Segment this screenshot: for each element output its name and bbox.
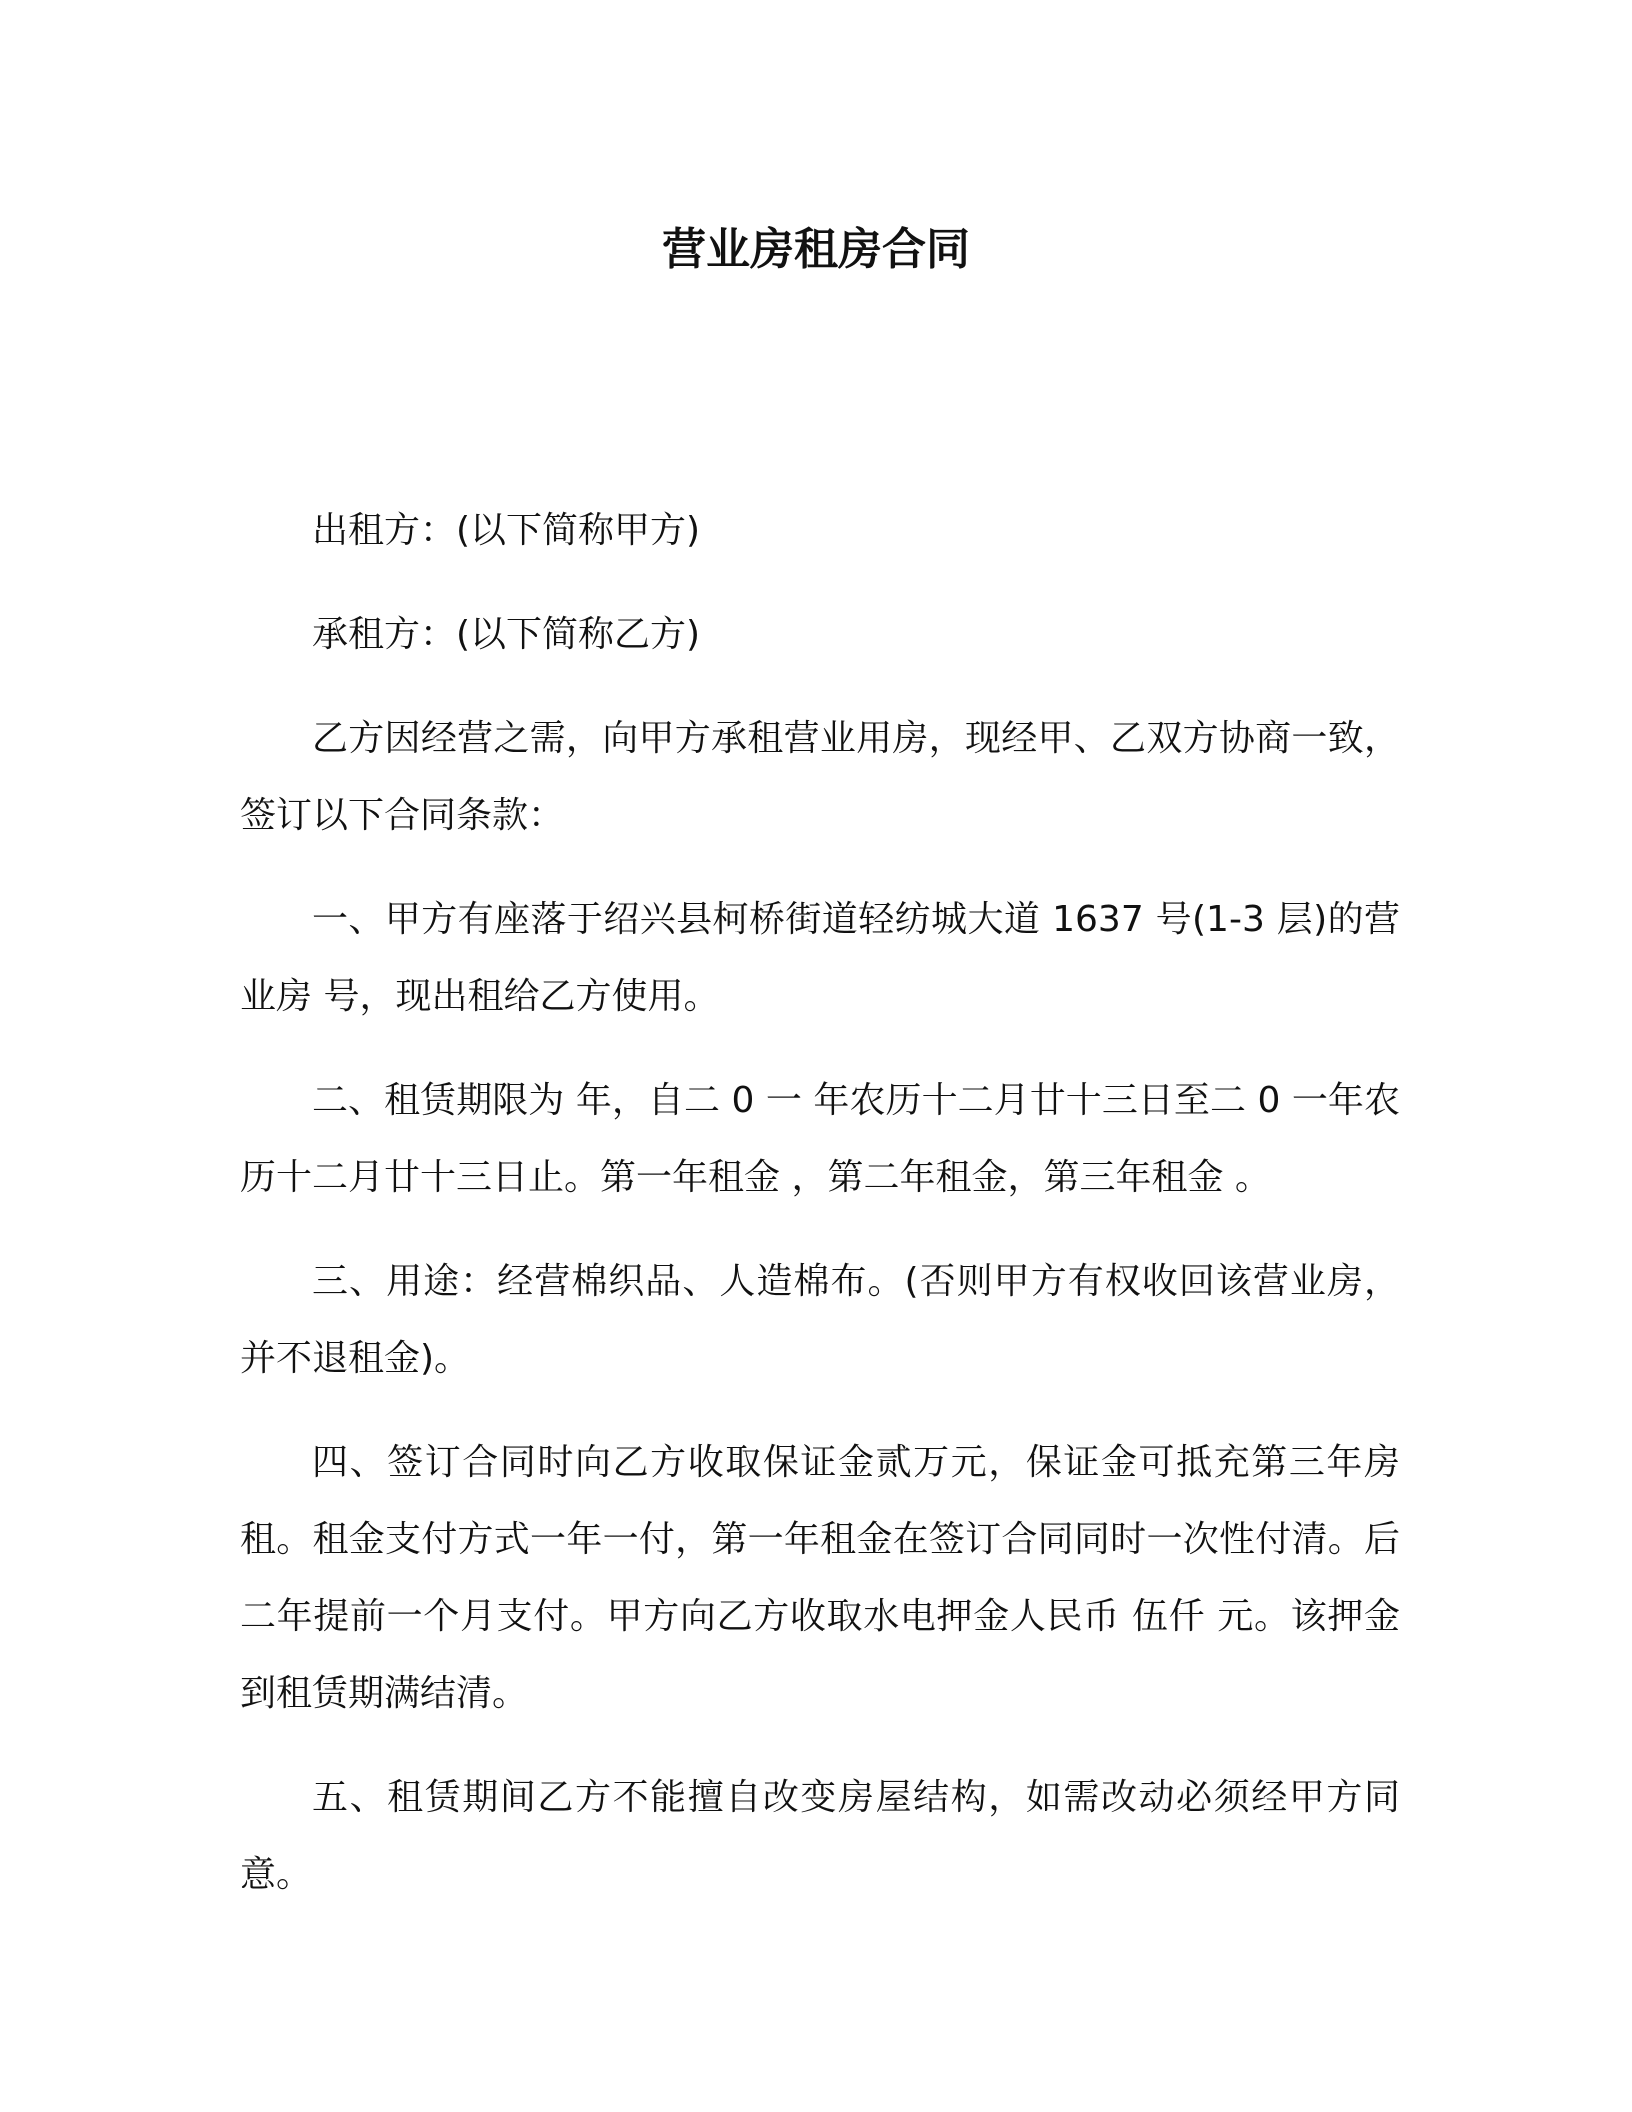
preamble-paragraph: 乙方因经营之需，向甲方承租营业用房，现经甲、乙双方协商一致，签订以下合同条款： bbox=[240, 718, 1400, 836]
clause-3-paragraph: 三、用途：经营棉织品、人造棉布。(否则甲方有权收回该营业房，并不退租金)。 bbox=[240, 1261, 1400, 1379]
clause-1-paragraph: 一、甲方有座落于绍兴县柯桥街道轻纺城大道 1637 号(1-3 层)的营业房 号，现出租给乙方使用。 bbox=[240, 899, 1400, 1017]
clause-5-paragraph: 五、租赁期间乙方不能擅自改变房屋结构，如需改动必须经甲方同意。 bbox=[240, 1777, 1400, 1895]
document-body bbox=[240, 492, 1400, 1940]
clause-4-paragraph: 四、签订合同时向乙方收取保证金贰万元，保证金可抵充第三年房租。租金支付方式一年一付，第一年租金在签订合同同时一次性付清。后二年提前一个月支付。甲方向乙方收取水电押金人民币 伍仟 元。该押金到租赁期满结清。 bbox=[240, 1442, 1400, 1714]
document-title: 营业房租房合同 bbox=[662, 224, 970, 275]
lessor-line: 出租方：(以下简称甲方) bbox=[312, 510, 701, 551]
clause-2-paragraph: 二、租赁期限为 年，自二 0 一 年农历十二月廿十三日至二 0 一年农历十二月廿十三日止。第一年租金 ，第二年租金，第三年租金 。 bbox=[240, 1080, 1400, 1198]
lessee-line: 承租方：(以下简称乙方) bbox=[312, 614, 701, 655]
